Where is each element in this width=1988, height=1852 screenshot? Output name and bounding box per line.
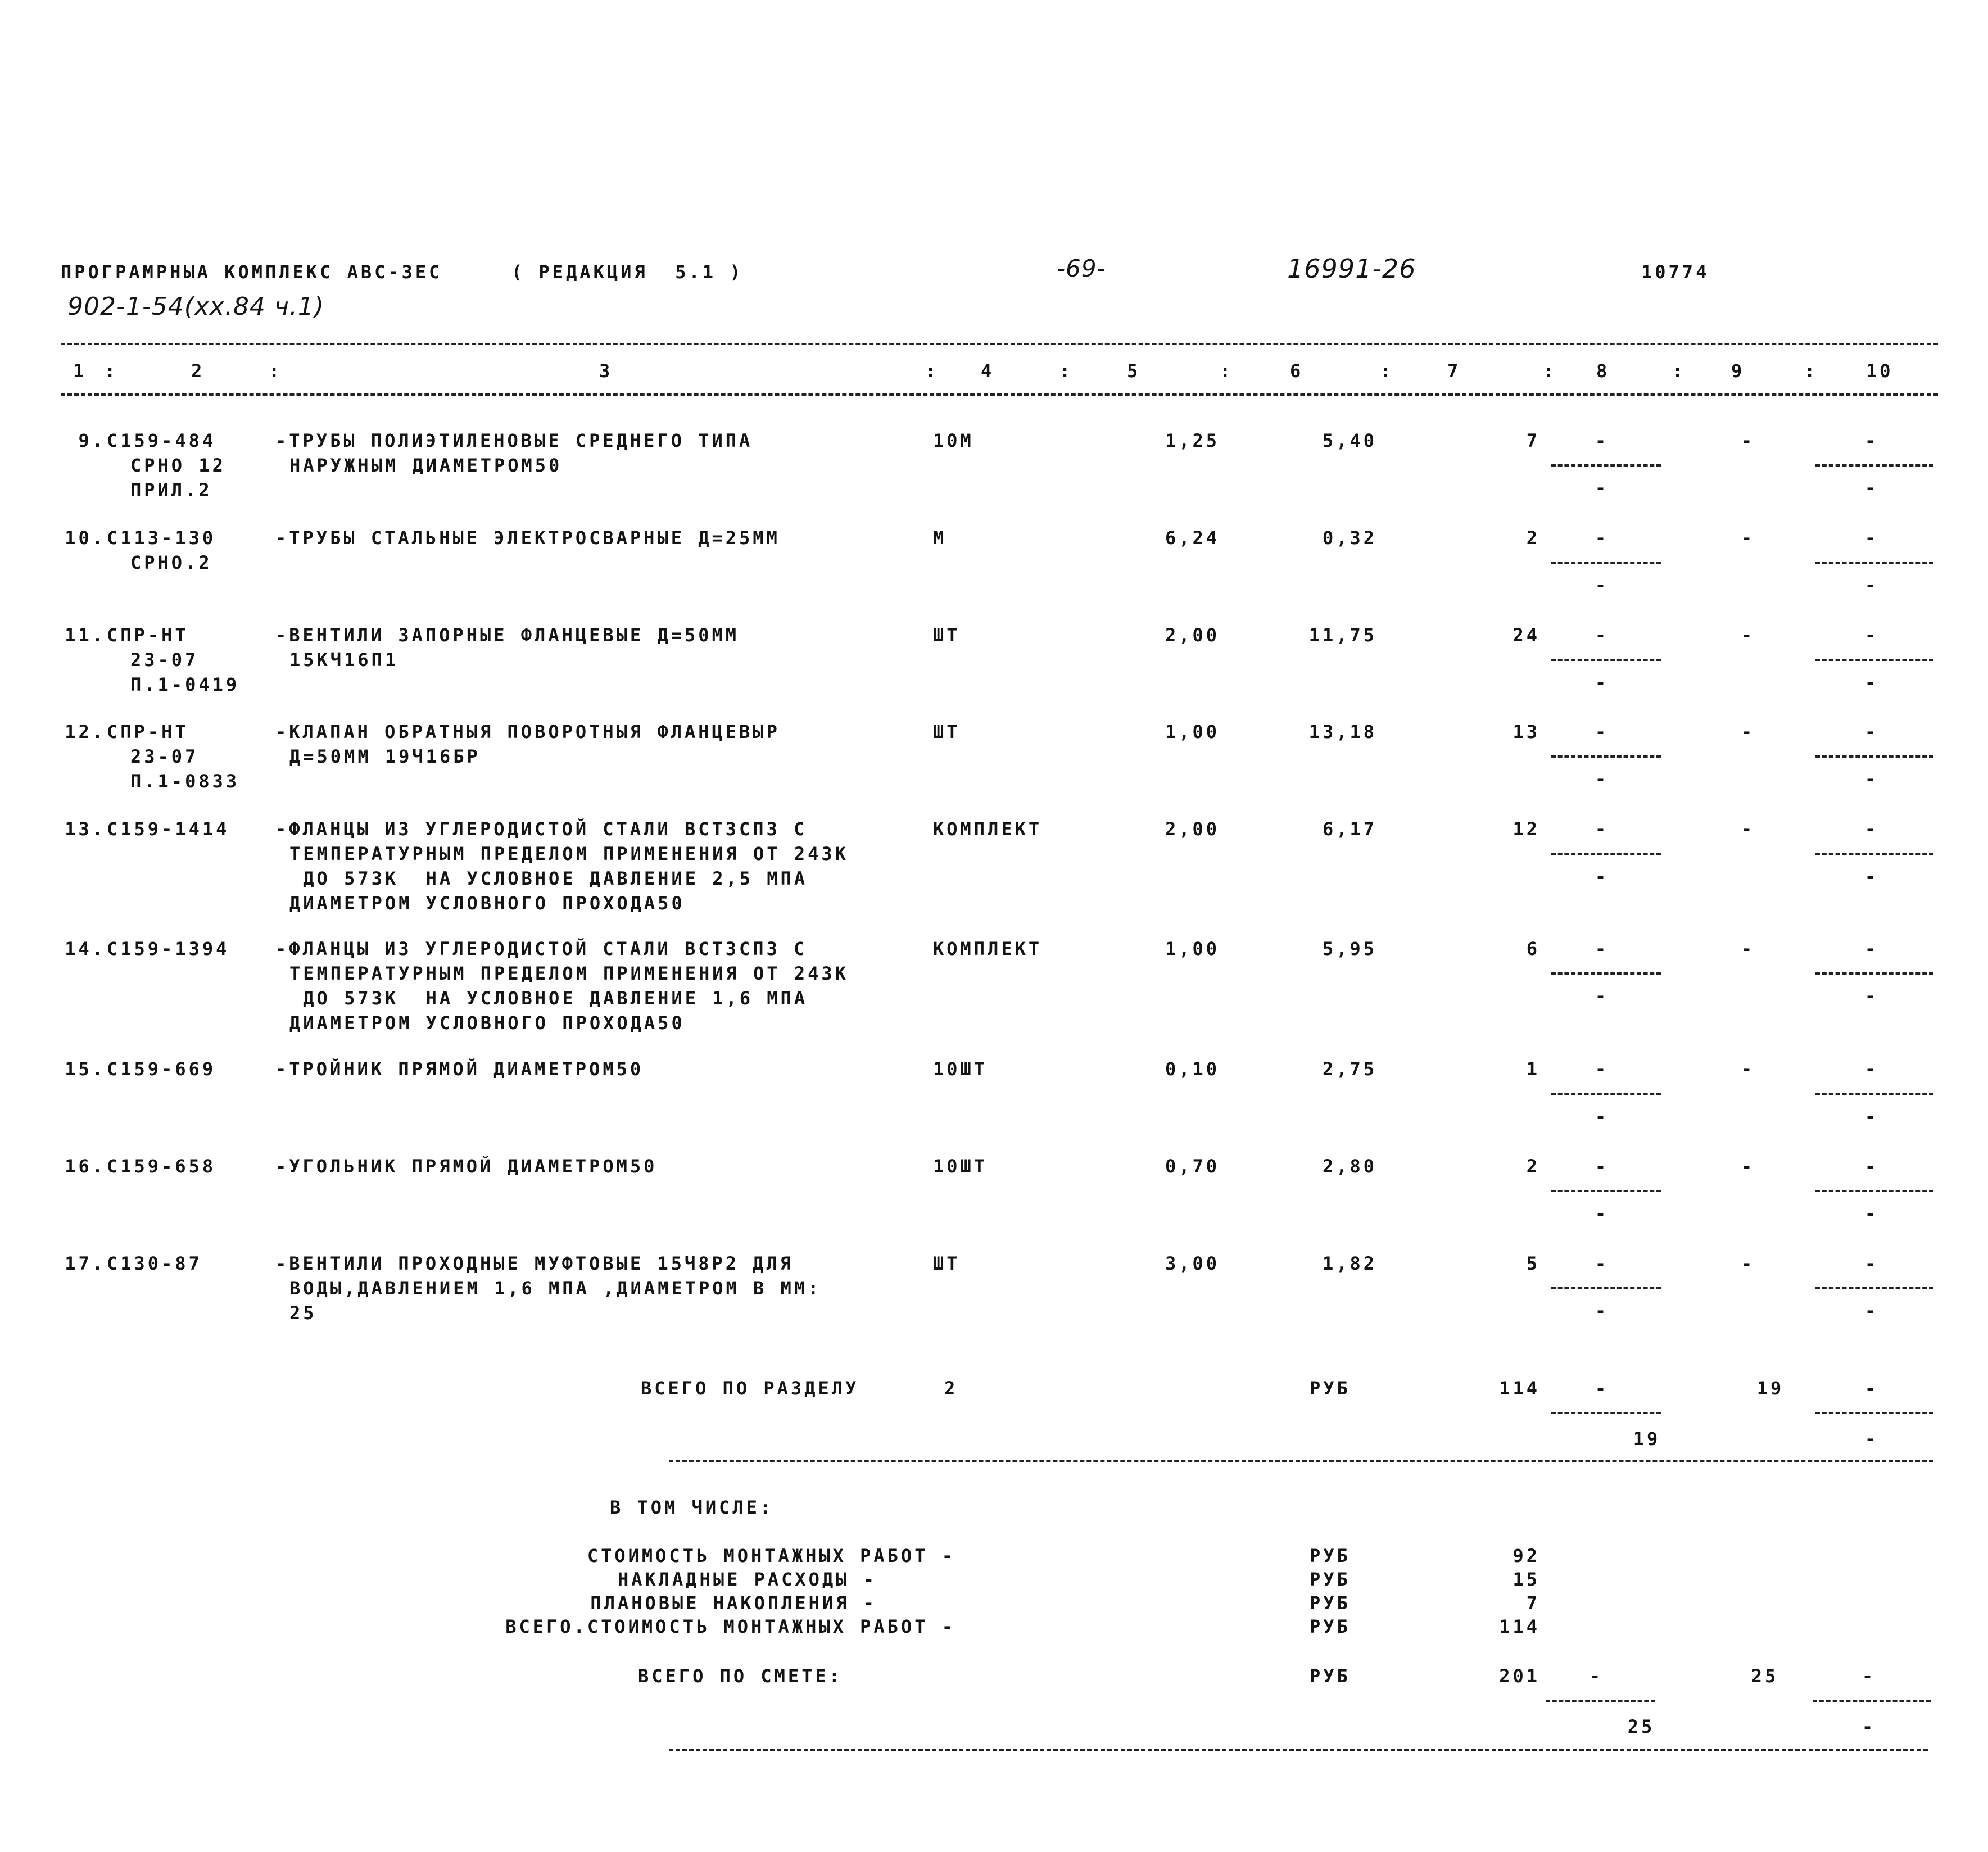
item-code: СПР-НТ [107, 721, 189, 742]
item-unit-price: 5,40 [1322, 430, 1377, 451]
item-col10-rule [1815, 659, 1933, 661]
item-col10-top: - [1864, 1156, 1879, 1177]
item-col8-top: - [1595, 1253, 1609, 1274]
item-col9: - [1741, 527, 1755, 549]
item-description: ДО 573К НА УСЛОВНОЕ ДАВЛЕНИЕ 1,6 МПА [289, 988, 808, 1009]
item-code: С113-130 [107, 527, 216, 549]
section-col10-rule [1815, 1412, 1933, 1414]
item-col10-bottom: - [1864, 477, 1879, 499]
item-code: С159-1394 [107, 938, 230, 959]
item-total: 1 [1526, 1058, 1540, 1080]
item-col10-top: - [1864, 1253, 1879, 1274]
item-description: Д=50ММ 19Ч16БР [289, 746, 481, 767]
item-col8-bottom: - [1595, 985, 1609, 1007]
breakdown-label: СТОИМОСТЬ МОНТАЖНЫХ РАБОТ - [587, 1545, 955, 1566]
program-title: ПРОГРАМРНЫА КОМПЛЕКС АВС-ЗЕС [61, 261, 443, 283]
item-code: СПР-НТ [107, 624, 189, 646]
item-col10-top: - [1864, 818, 1879, 840]
item-col10-rule [1815, 755, 1933, 758]
estimate-col8-bottom: 25 [1627, 1716, 1655, 1737]
item-unit: М [933, 527, 947, 549]
breakdown-value: 114 [1499, 1616, 1540, 1637]
item-col8-bottom: - [1595, 1106, 1609, 1127]
item-col10-top: - [1864, 938, 1879, 959]
item-number: 11. [65, 624, 106, 646]
item-col8-rule [1551, 1190, 1661, 1192]
column-header: 9 [1731, 360, 1745, 382]
item-description: -КЛАПАН ОБРАТНЫЯ ПОВОРОТНЫЯ ФЛАНЦЕВЫР [275, 721, 780, 742]
item-code: С159-669 [107, 1058, 216, 1080]
breakdown-currency: РУБ [1310, 1592, 1351, 1614]
breakdown-value: 92 [1512, 1545, 1540, 1566]
item-code: С159-484 [107, 430, 216, 451]
item-col9: - [1741, 624, 1755, 646]
item-col10-top: - [1864, 430, 1879, 451]
item-unit-price: 5,95 [1322, 938, 1377, 959]
item-col9: - [1741, 818, 1755, 840]
item-code: С130-87 [107, 1253, 202, 1274]
section-total-value: 114 [1499, 1378, 1540, 1399]
column-header: 6 [1290, 360, 1304, 382]
section-col10-top: - [1864, 1378, 1879, 1399]
item-col10-rule [1815, 1093, 1933, 1095]
item-col8-top: - [1595, 527, 1609, 549]
item-total: 12 [1512, 818, 1540, 840]
item-col10-bottom: - [1864, 866, 1879, 887]
item-col10-bottom: - [1864, 1106, 1879, 1127]
item-quantity: 6,24 [1165, 527, 1220, 549]
breakdown-label: ВСЕГО.СТОИМОСТЬ МОНТАЖНЫХ РАБОТ - [505, 1616, 955, 1637]
item-code: ПРИЛ.2 [130, 479, 212, 501]
estimate-col10-bottom: - [1862, 1716, 1876, 1737]
item-unit-price: 1,82 [1322, 1253, 1377, 1274]
breakdown-label: НАКЛАДНЫЕ РАСХОДЫ - [617, 1569, 877, 1590]
item-col10-rule [1815, 1190, 1933, 1192]
item-col10-top: - [1864, 721, 1879, 742]
item-unit-price: 13,18 [1308, 721, 1377, 742]
document-code: 10774 [1641, 261, 1710, 283]
item-quantity: 1,00 [1165, 721, 1220, 742]
item-total: 2 [1526, 527, 1540, 549]
item-col8-bottom: - [1595, 768, 1609, 790]
column-header: 7 [1447, 360, 1461, 382]
item-col10-bottom: - [1864, 672, 1879, 693]
item-description: НАРУЖНЫМ ДИАМЕТРОМ50 [289, 455, 563, 476]
item-unit-price: 2,75 [1322, 1058, 1377, 1080]
item-number: 16. [65, 1156, 106, 1177]
item-col8-top: - [1595, 721, 1609, 742]
item-col8-top: - [1595, 1058, 1609, 1080]
estimate-total-label: ВСЕГО ПО СМЕТЕ: [638, 1665, 843, 1687]
item-description: 25 [289, 1302, 317, 1324]
item-col9: - [1741, 430, 1755, 451]
estimate-rule [669, 1749, 1928, 1751]
item-col8-rule [1551, 853, 1661, 855]
item-quantity: 0,10 [1165, 1058, 1220, 1080]
document-number: 16991-26 [1287, 253, 1416, 284]
item-description: ТЕМПЕРАТУРНЫМ ПРЕДЕЛОМ ПРИМЕНЕНИЯ ОТ 243К [289, 843, 849, 864]
item-unit: 10ШТ [933, 1156, 988, 1177]
item-col10-top: - [1864, 527, 1879, 549]
column-separator: : [1672, 360, 1686, 382]
item-col10-bottom: - [1864, 985, 1879, 1007]
item-col10-bottom: - [1864, 1300, 1879, 1321]
item-code: П.1-0419 [130, 674, 240, 695]
item-col8-rule [1551, 464, 1661, 467]
item-col8-bottom: - [1595, 1203, 1609, 1224]
item-total: 7 [1526, 430, 1540, 451]
item-unit-price: 0,32 [1322, 527, 1377, 549]
section-currency: РУБ [1310, 1378, 1351, 1399]
page-number: -69- [1057, 255, 1106, 282]
breakdown-label: ПЛАНОВЫЕ НАКОПЛЕНИЯ - [590, 1592, 877, 1614]
item-description: -ТРУБЫ СТАЛЬНЫЕ ЭЛЕКТРОСВАРНЫЕ Д=25ММ [275, 527, 780, 549]
item-col9: - [1741, 1156, 1755, 1177]
item-col8-bottom: - [1595, 574, 1609, 596]
column-separator: : [1804, 360, 1818, 382]
item-description: ДИАМЕТРОМ УСЛОВНОГО ПРОХОДА50 [289, 893, 685, 914]
item-description: -ФЛАНЦЫ ИЗ УГЛЕРОДИСТОЙ СТАЛИ ВСТ3СП3 С [275, 938, 808, 959]
item-unit: ШТ [933, 721, 961, 742]
item-col10-rule [1815, 464, 1933, 467]
item-number: 9. [78, 430, 106, 451]
item-col9: - [1741, 721, 1755, 742]
section-col8-rule [1551, 1412, 1661, 1414]
column-header: 8 [1596, 360, 1610, 382]
item-quantity: 0,70 [1165, 1156, 1220, 1177]
item-col10-rule [1815, 562, 1933, 564]
item-quantity: 1,00 [1165, 938, 1220, 959]
item-description: -ВЕНТИЛИ ПРОХОДНЫЕ МУФТОВЫЕ 15Ч8Р2 ДЛЯ [275, 1253, 794, 1274]
column-separator: : [269, 360, 283, 382]
item-col8-rule [1551, 562, 1661, 564]
section-rule [669, 1460, 1933, 1462]
item-unit: 10М [933, 430, 974, 451]
item-code: С159-1414 [107, 818, 230, 840]
item-col8-top: - [1595, 1156, 1609, 1177]
breakdown-currency: РУБ [1310, 1569, 1351, 1590]
item-col8-rule [1551, 755, 1661, 758]
column-header: 10 [1866, 360, 1894, 382]
estimate-col10-top: - [1862, 1665, 1876, 1687]
item-col8-bottom: - [1595, 1300, 1609, 1321]
estimate-col8-rule [1546, 1700, 1655, 1702]
item-description: ВОДЫ,ДАВЛЕНИЕМ 1,6 МПА ,ДИАМЕТРОМ В ММ: [289, 1278, 822, 1299]
item-number: 17. [65, 1253, 106, 1274]
breakdown-value: 15 [1512, 1569, 1540, 1590]
item-col8-rule [1551, 972, 1661, 975]
item-unit: КОМПЛЕКТ [933, 938, 1043, 959]
breakdown-title: В ТОМ ЧИСЛЕ: [610, 1497, 774, 1518]
project-reference: 902-1-54(хх.84 ч.1) [67, 292, 325, 321]
item-code: СРНО.2 [130, 552, 212, 573]
item-unit: ШТ [933, 1253, 961, 1274]
item-quantity: 3,00 [1165, 1253, 1220, 1274]
section-col8-bottom: 19 [1633, 1428, 1661, 1450]
section-col10-bottom: - [1864, 1428, 1879, 1450]
item-description: -ТРОЙНИК ПРЯМОЙ ДИАМЕТРОМ50 [275, 1058, 644, 1080]
item-col10-top: - [1864, 1058, 1879, 1080]
estimate-col9: 25 [1751, 1665, 1779, 1687]
column-separator: : [1059, 360, 1074, 382]
item-description: 15КЧ16П1 [289, 649, 399, 671]
item-description: -УГОЛЬНИК ПРЯМОЙ ДИАМЕТРОМ50 [275, 1156, 658, 1177]
item-code: С159-658 [107, 1156, 216, 1177]
item-total: 13 [1512, 721, 1540, 742]
item-col8-rule [1551, 1093, 1661, 1095]
item-col10-bottom: - [1864, 1203, 1879, 1224]
estimate-currency: РУБ [1310, 1665, 1351, 1687]
item-code: П.1-0833 [130, 771, 240, 792]
column-header: 4 [981, 360, 995, 382]
breakdown-value: 7 [1526, 1592, 1540, 1614]
item-unit-price: 11,75 [1308, 624, 1377, 646]
item-number: 14. [65, 938, 106, 959]
item-description: ДИАМЕТРОМ УСЛОВНОГО ПРОХОДА50 [289, 1012, 685, 1034]
item-col10-top: - [1864, 624, 1879, 646]
estimate-col8-top: - [1589, 1665, 1604, 1687]
item-col8-top: - [1595, 818, 1609, 840]
column-separator: : [1380, 360, 1394, 382]
item-total: 24 [1512, 624, 1540, 646]
item-col10-rule [1815, 853, 1933, 855]
header-rule-bottom [61, 393, 1938, 396]
item-col8-rule [1551, 659, 1661, 661]
column-separator: : [1220, 360, 1234, 382]
item-col9: - [1741, 1058, 1755, 1080]
item-col8-top: - [1595, 430, 1609, 451]
item-col8-rule [1551, 1287, 1661, 1289]
item-description: -ФЛАНЦЫ ИЗ УГЛЕРОДИСТОЙ СТАЛИ ВСТ3СП3 С [275, 818, 808, 840]
item-number: 12. [65, 721, 106, 742]
item-unit-price: 2,80 [1322, 1156, 1377, 1177]
item-code: 23-07 [130, 746, 199, 767]
column-header: 5 [1127, 360, 1141, 382]
item-number: 13. [65, 818, 106, 840]
item-col8-bottom: - [1595, 672, 1609, 693]
item-description: ТЕМПЕРАТУРНЫМ ПРЕДЕЛОМ ПРИМЕНЕНИЯ ОТ 243К [289, 963, 849, 984]
item-col8-top: - [1595, 624, 1609, 646]
item-unit: ШТ [933, 624, 961, 646]
item-number: 10. [65, 527, 106, 549]
column-header: 2 [191, 360, 205, 382]
item-col10-bottom: - [1864, 768, 1879, 790]
column-header: 1 [73, 360, 87, 382]
column-separator: : [1543, 360, 1557, 382]
item-col9: - [1741, 938, 1755, 959]
item-unit-price: 6,17 [1322, 818, 1377, 840]
item-description: ДО 573К НА УСЛОВНОЕ ДАВЛЕНИЕ 2,5 МПА [289, 868, 808, 889]
item-quantity: 1,25 [1165, 430, 1220, 451]
item-col8-bottom: - [1595, 866, 1609, 887]
item-number: 15. [65, 1058, 106, 1080]
item-col9: - [1741, 1253, 1755, 1274]
item-code: СРНО 12 [130, 455, 226, 476]
item-col10-rule [1815, 972, 1933, 975]
breakdown-currency: РУБ [1310, 1616, 1351, 1637]
item-description: -ВЕНТИЛИ ЗАПОРНЫЕ ФЛАНЦЕВЫЕ Д=50ММ [275, 624, 740, 646]
item-col10-rule [1815, 1287, 1933, 1289]
breakdown-currency: РУБ [1310, 1545, 1351, 1566]
section-col8-top: - [1595, 1378, 1609, 1399]
item-total: 5 [1526, 1253, 1540, 1274]
section-col9: 19 [1756, 1378, 1785, 1399]
item-col8-top: - [1595, 938, 1609, 959]
item-total: 6 [1526, 938, 1540, 959]
item-col10-bottom: - [1864, 574, 1879, 596]
item-code: 23-07 [130, 649, 199, 671]
item-col8-bottom: - [1595, 477, 1609, 499]
section-total-label: ВСЕГО ПО РАЗДЕЛУ [641, 1378, 859, 1399]
item-description: -ТРУБЫ ПОЛИЭТИЛЕНОВЫЕ СРЕДНЕГО ТИПА [275, 430, 753, 451]
estimate-total-value: 201 [1499, 1665, 1540, 1687]
item-unit: КОМПЛЕКТ [933, 818, 1043, 840]
item-unit: 10ШТ [933, 1058, 988, 1080]
header-rule-top [61, 343, 1938, 345]
edition-label: ( РЕДАКЦИЯ 5.1 ) [511, 261, 744, 283]
column-separator: : [105, 360, 119, 382]
column-header: 3 [599, 360, 613, 382]
item-quantity: 2,00 [1165, 818, 1220, 840]
estimate-col10-rule [1813, 1700, 1931, 1702]
section-number: 2 [944, 1378, 958, 1399]
item-quantity: 2,00 [1165, 624, 1220, 646]
column-separator: : [925, 360, 939, 382]
item-total: 2 [1526, 1156, 1540, 1177]
